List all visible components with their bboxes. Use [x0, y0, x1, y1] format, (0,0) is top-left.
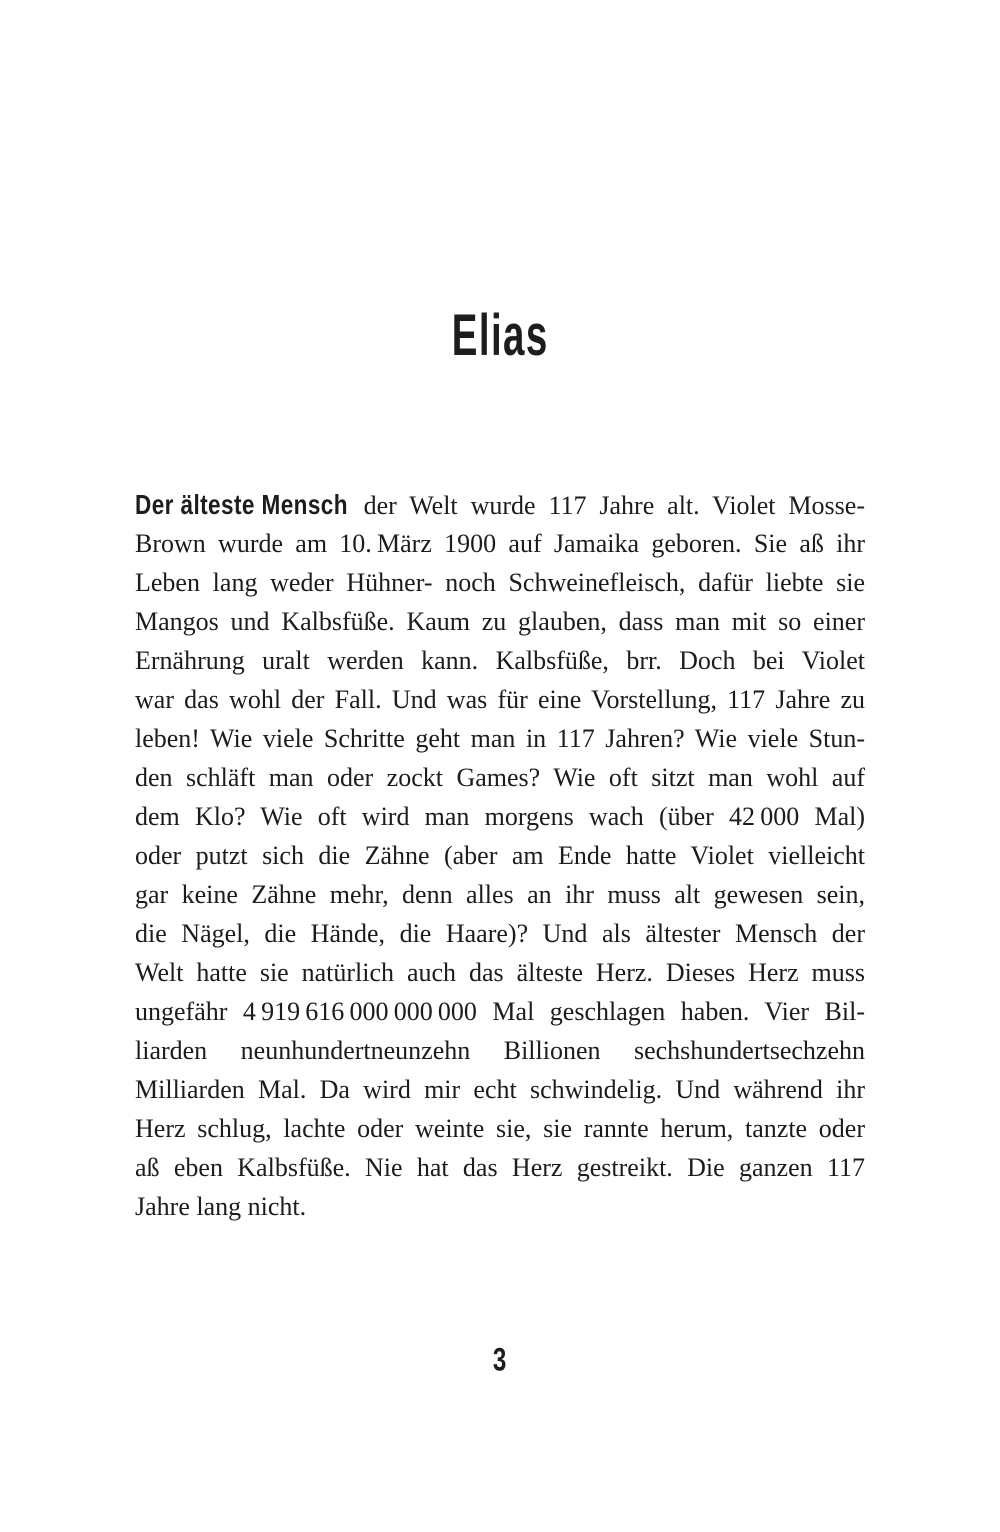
- body-line: Brown wurde am 10. März 1900 auf Jamaika geboren. Sie aß ihr: [135, 529, 865, 558]
- body-line: Mangos und Kalbsfüße. Kaum zu glauben, dass man mit so einer: [135, 607, 865, 636]
- body-line: die Nägel, die Hände, die Haare)? Und als ältester Mensch der: [135, 919, 865, 948]
- page-number: [0, 1341, 1000, 1385]
- body-line: liarden neunhundertneunzehn Billionen sechshundertsechzehn: [135, 1036, 865, 1065]
- body-line: den schläft man oder zockt Games? Wie oft sitzt man wohl auf: [135, 763, 865, 792]
- body-line: Herz schlug, lachte oder weinte sie, sie rannte herum, tanzte oder: [135, 1114, 865, 1143]
- body-line: Jahre lang nicht.: [135, 1192, 307, 1221]
- body-line: gar keine Zähne mehr, denn alles an ihr muss alt gewesen sein,: [135, 880, 865, 909]
- chapter-lead-in: Der älteste Mensch: [135, 489, 348, 520]
- body-line: oder putzt sich die Zähne (aber am Ende hatte Violet vielleicht: [135, 841, 865, 870]
- chapter-title: [0, 302, 1000, 382]
- body-line: Milliarden Mal. Da wird mir echt schwindelig. Und während ihr: [135, 1075, 865, 1104]
- chapter-title-text: Elias: [451, 302, 549, 368]
- body-line: aß eben Kalbsfüße. Nie hat das Herz gestreikt. Die ganzen 117: [135, 1153, 865, 1182]
- body-line: Welt hatte sie natürlich auch das älteste Herz. Dieses Herz muss: [135, 958, 865, 987]
- body-text: [135, 485, 865, 1226]
- body-line: Ernährung uralt werden kann. Kalbsfüße, brr. Doch bei Violet: [135, 646, 865, 675]
- body-line: leben! Wie viele Schritte geht man in 117 Jahren? Wie viele Stun-: [135, 724, 865, 753]
- body-line: dem Klo? Wie oft wird man morgens wach (über 42 000 Mal): [135, 802, 865, 831]
- body-line: Leben lang weder Hühner- noch Schweinefleisch, dafür liebte sie: [135, 568, 865, 597]
- page-number-text: 3: [493, 1341, 507, 1378]
- body-line: war das wohl der Fall. Und was für eine Vorstellung, 117 Jahre zu: [135, 685, 865, 714]
- body-line: Der älteste Mensch der Welt wurde 117 Jahre alt. Violet Mosse-: [135, 485, 865, 524]
- body-line: ungefähr 4 919 616 000 000 000 Mal geschlagen haben. Vier Bil-: [135, 997, 865, 1026]
